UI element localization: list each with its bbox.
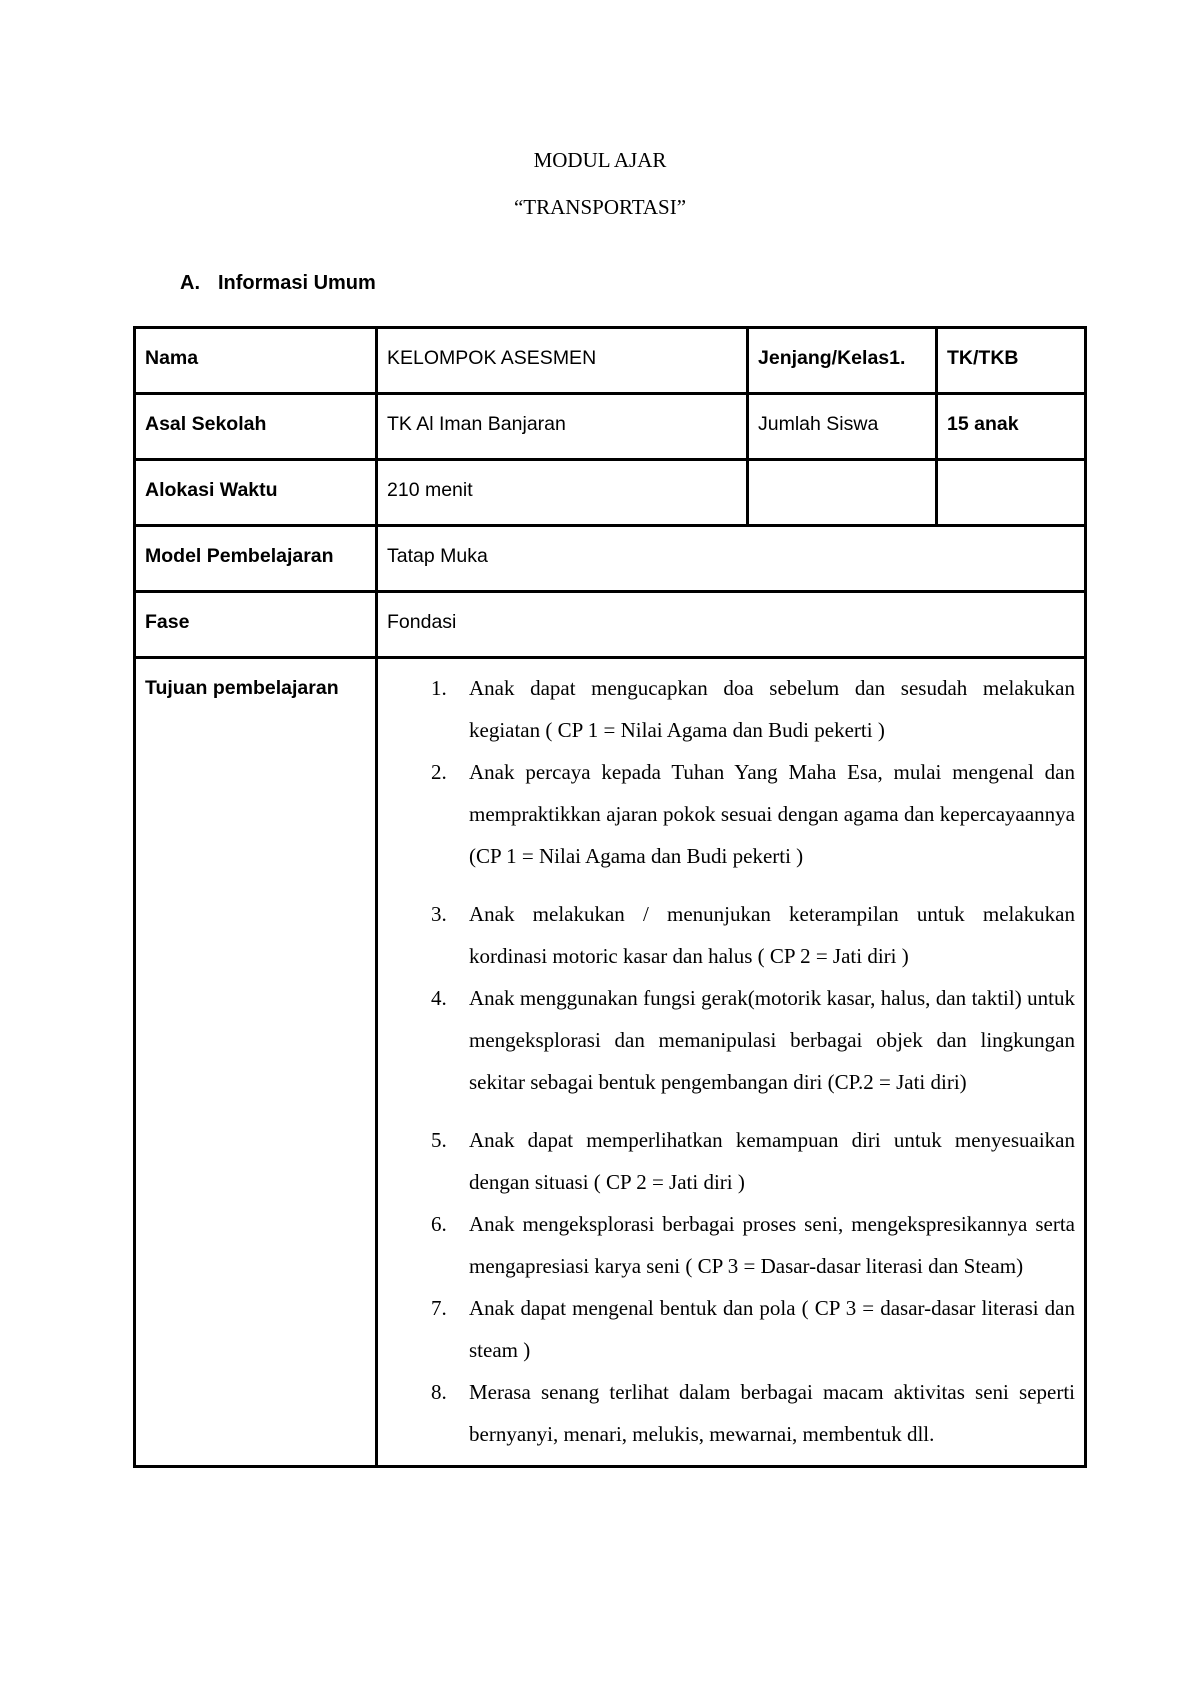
goals-cell	[377, 658, 1086, 1467]
item-number: 1.	[431, 676, 447, 700]
row-value: TK Al Iman Banjaran	[377, 394, 748, 460]
table-row	[135, 394, 1086, 460]
item-number: 3.	[431, 902, 447, 926]
document-title: MODUL AJAR	[533, 148, 667, 172]
section-letter: A.	[180, 272, 200, 294]
item-text: Anak percaya kepada Tuhan Yang Maha Esa, mulai mengenal dan mempraktikkan ajaran pokok sesuai dengan agama dan kepercayaannya (CP 1 = Nilai Agama dan Budi pekerti )	[469, 760, 1075, 868]
row-value-2: 15 anak	[937, 394, 1086, 460]
item-number: 4.	[431, 986, 447, 1010]
row-label: Alokasi Waktu	[135, 460, 377, 526]
row-label-2: Jumlah Siswa	[748, 394, 937, 460]
table-row	[135, 460, 1086, 526]
item-text: Anak mengeksplorasi berbagai proses seni, mengekspresikannya serta mengapresiasi karya seni ( CP 3 = Dasar-dasar literasi dan Steam)	[469, 1212, 1075, 1278]
item-number: 6.	[431, 1212, 447, 1236]
row-value-2: TK/TKB	[937, 328, 1086, 394]
list-item	[387, 977, 1075, 1103]
item-number: 2.	[431, 760, 447, 784]
item-text: Anak dapat mengucapkan doa sebelum dan sesudah melakukan kegiatan ( CP 1 = Nilai Agama dan Budi pekerti )	[469, 676, 1075, 742]
row-label: Asal Sekolah	[135, 394, 377, 460]
empty-cell	[748, 460, 937, 526]
document-subtitle: “TRANSPORTASI”	[513, 195, 687, 219]
table-row	[135, 526, 1086, 592]
item-number: 5.	[431, 1128, 447, 1152]
row-label: Nama	[135, 328, 377, 394]
row-label-2: Jenjang/Kelas1.	[748, 328, 937, 394]
row-value: 210 menit	[377, 460, 748, 526]
item-text: Anak melakukan / menunjukan keterampilan untuk melakukan kordinasi motoric kasar dan halus ( CP 2 = Jati diri )	[469, 902, 1075, 968]
item-text: Merasa senang terlihat dalam berbagai macam aktivitas seni seperti bernyanyi, menari, melukis, mewarnai, membentuk dll.	[469, 1380, 1075, 1446]
item-text: Anak dapat mengenal bentuk dan pola ( CP 3 = dasar-dasar literasi dan steam )	[469, 1296, 1075, 1362]
row-value: Fondasi	[377, 592, 1086, 658]
list-item	[387, 893, 1075, 977]
goals-list	[387, 659, 1075, 1465]
table-row	[135, 328, 1086, 394]
row-label: Fase	[135, 592, 377, 658]
item-text: Anak menggunakan fungsi gerak(motorik kasar, halus, dan taktil) untuk mengeksplorasi dan memanipulasi berbagai objek dan lingkungan sekitar sebagai bentuk pengembangan diri (CP.2 = Jati diri)	[469, 986, 1075, 1094]
list-item	[387, 1119, 1075, 1203]
empty-cell	[937, 460, 1086, 526]
list-item	[387, 751, 1075, 877]
table-row	[135, 592, 1086, 658]
list-item	[387, 1371, 1075, 1455]
table-row-goals	[135, 658, 1086, 1467]
row-value: Tatap Muka	[377, 526, 1086, 592]
section-heading	[180, 272, 376, 295]
list-item	[387, 667, 1075, 751]
row-value: KELOMPOK ASESMEN	[377, 328, 748, 394]
item-number: 8.	[431, 1380, 447, 1404]
item-text: Anak dapat memperlihatkan kemampuan diri untuk menyesuaikan dengan situasi ( CP 2 = Jati diri )	[469, 1128, 1075, 1194]
goals-label: Tujuan pembelajaran	[135, 658, 377, 1467]
section-title: Informasi Umum	[218, 272, 376, 294]
row-label: Model Pembelajaran	[135, 526, 377, 592]
item-number: 7.	[431, 1296, 447, 1320]
list-item	[387, 1287, 1075, 1371]
list-item	[387, 1203, 1075, 1287]
info-table	[133, 326, 1087, 1468]
